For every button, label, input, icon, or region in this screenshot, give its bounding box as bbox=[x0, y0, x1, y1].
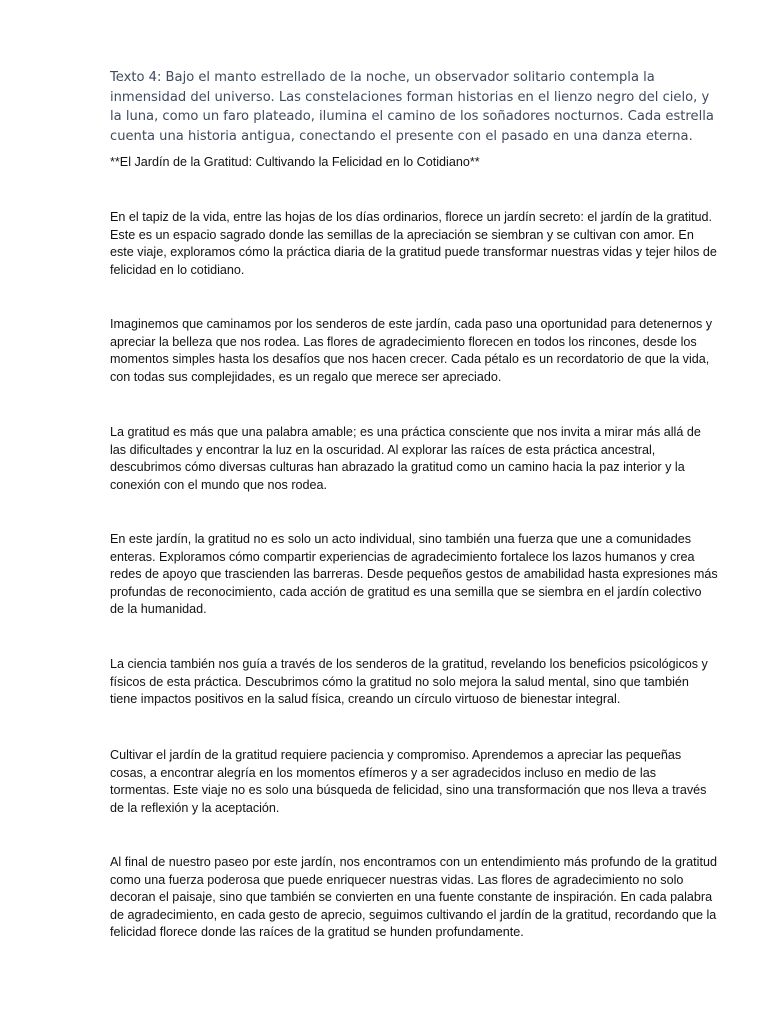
body-paragraph-4: En este jardín, la gratitud no es solo un acto individual, sino también una fuerza que une a comunidades enteras. Exploramos cómo compartir experiencias de agradecimiento fortalece los lazos humanos y crea redes de apoyo que trascienden las barreras. Desde pequeños gestos de amabilidad hasta expresiones más profundas de reconocimiento, cada acción de gratitud es una semilla que se siembra en el jardín colectivo de la humanidad. bbox=[110, 532, 718, 616]
body-paragraph-2: Imaginemos que caminamos por los senderos de este jardín, cada paso una oportunidad para detenernos y apreciar la belleza que nos rodea. Las flores de agradecimiento florecen en todos los rincones, desde los momentos simples hasta los desafíos que nos hacen crecer. Cada pétalo es un recordatorio de que la vida, con todas sus complejidades, es un regalo que merece ser apreciado. bbox=[110, 317, 713, 384]
body-paragraph-5: La ciencia también nos guía a través de los senderos de la gratitud, revelando los beneficios psicológicos y físicos de esta práctica. Descubrimos cómo la gratitud no solo mejora la salud mental, sino que también tiene impactos positivos en la salud física, creando un círculo virtuoso de bienestar integral. bbox=[110, 657, 708, 706]
body-paragraph-3: La gratitud es más que una palabra amable; es una práctica consciente que nos invita a mirar más allá de las dificultades y encontrar la luz en la oscuridad. Al explorar las raíces de esta práctica ancestral, descubrimos cómo diversas culturas han abrazado la gratitud como un camino hacia la paz interior y la conexión con el mundo que nos rodea. bbox=[110, 425, 701, 492]
document-title: **El Jardín de la Gratitud: Cultivando la Felicidad en lo Cotidiano** bbox=[110, 155, 480, 169]
intro-paragraph: Texto 4: Bajo el manto estrellado de la noche, un observador solitario contempla la inmensidad del universo. Las constelaciones forman historias en el lienzo negro del cielo, y la luna, como un faro plateado, ilumina el camino de los soñadores nocturnos. Cada estrella cuenta una historia antigua, conectando el presente con el pasado en una danza eterna. bbox=[110, 70, 714, 144]
body-paragraph-1: En el tapiz de la vida, entre las hojas de los días ordinarios, florece un jardín secreto: el jardín de la gratitud. Este es un espacio sagrado donde las semillas de la apreciación se siembran y se cultivan con amor. En este viaje, exploramos cómo la práctica diaria de la gratitud puede transformar nuestras vidas y tejer hilos de felicidad en lo cotidiano. bbox=[110, 210, 717, 277]
body-paragraph-6: Cultivar el jardín de la gratitud requiere paciencia y compromiso. Aprendemos a apreciar las pequeñas cosas, a encontrar alegría en los momentos efímeros y a ser agradecidos incluso en medio de las tormentas. Este viaje no es solo una búsqueda de felicidad, sino una transformación que nos lleva a través de la reflexión y la aceptación. bbox=[110, 748, 707, 815]
body-paragraph-7: Al final de nuestro paseo por este jardín, nos encontramos con un entendimiento más profundo de la gratitud como una fuerza poderosa que puede enriquecer nuestras vidas. Las flores de agradecimiento no solo decoran el paisaje, sino que también se convierten en una fuente constante de inspiración. En cada palabra de agradecimiento, en cada gesto de aprecio, seguimos cultivando el jardín de la gratitud, recordando que la felicidad florece donde las raíces de la gratitud se hunden profundamente. bbox=[110, 855, 717, 939]
